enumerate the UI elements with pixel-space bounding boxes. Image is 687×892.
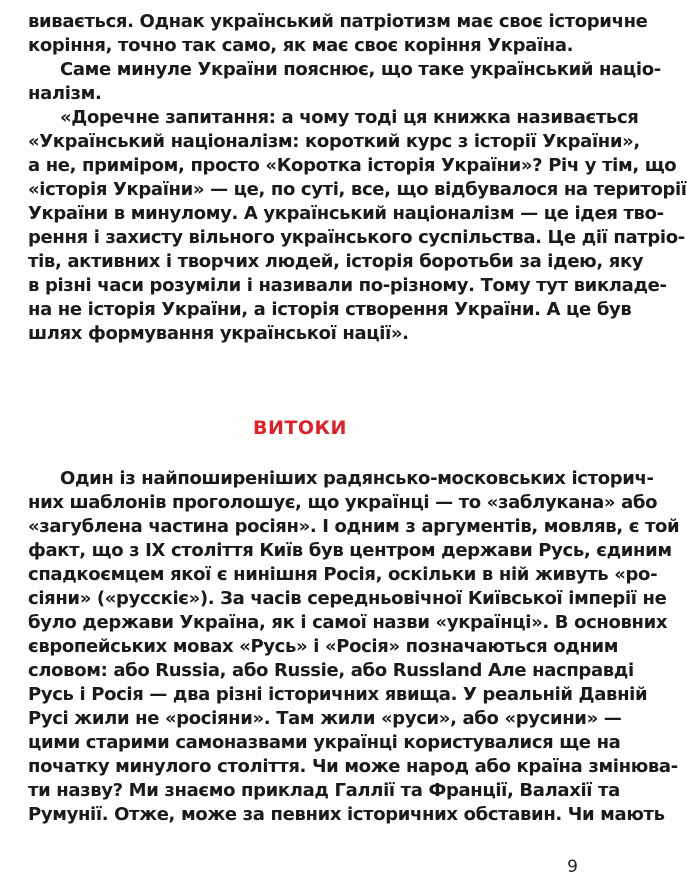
text-line: було держави Україна, як і самої назви «українці». В основних: [28, 612, 668, 633]
text-line: цими старими самоназвами українці користувалися ще на: [28, 732, 621, 753]
text-line: а не, приміром, просто «Коротка історія України»? Річ у тім, що: [28, 155, 677, 176]
text-line: тів, активних і творчих людей, історія боротьби за ідею, яку: [28, 251, 644, 272]
text-line: факт, що з ІХ століття Київ був центром держави Русь, єдиним: [28, 540, 672, 561]
text-line: ти назву? Ми знаємо приклад Галлії та Франції, Валахії та: [28, 780, 620, 801]
text-line: «історія України» — це, по суті, все, що відбувалося на території: [28, 179, 687, 200]
text-line: Румунії. Отже, може за певних історичних обставин. Чи мають: [28, 804, 665, 825]
text-line: в різні часи розуміли і називали по-різному. Тому тут викладе-: [28, 275, 667, 296]
text-line: Русі жили не «росіяни». Там жили «руси», або «русини» —: [28, 708, 622, 729]
text-line: них шаблонів проголошує, що українці — то «заблукана» або: [28, 492, 658, 513]
paragraph: [28, 58, 661, 106]
text-line: «загублена частина росіян». І одним з аргументів, мовляв, є той: [28, 516, 680, 537]
paragraph: [28, 106, 687, 346]
text-line: сіяни» («русскіє»). За часів середньовічної Київської імперії не: [28, 588, 667, 609]
text-line: Саме минуле України пояснює, що таке український націо-: [60, 59, 661, 80]
text-line: рення і захисту вільного українського суспільства. Це дії патріо-: [28, 227, 685, 248]
text-line: шлях формування української нації».: [28, 323, 409, 344]
text-line: «Український націоналізм: короткий курс з історії України»,: [28, 131, 640, 152]
paragraph: [28, 10, 648, 58]
page-number: 9: [567, 857, 578, 877]
text-line: європейських мовах «Русь» і «Росія» позначаються одним: [28, 636, 619, 657]
paragraph: [28, 467, 680, 827]
text-line: Один із найпоширеніших радянсько-московських історич-: [60, 468, 654, 489]
text-line: початку минулого століття. Чи може народ або країна змінюва-: [28, 756, 678, 777]
text-line: «Доречне запитання: а чому тоді ця книжка називається: [60, 107, 639, 128]
text-line: вивається. Однак український патріотизм має своє історичне: [28, 11, 648, 32]
text-line: спадкоємцем якої є нинішня Росія, оскільки в ній живуть «ро-: [28, 564, 658, 585]
text-line: коріння, точно так само, як має своє коріння Україна.: [28, 35, 574, 56]
text-block-top: [28, 10, 687, 346]
text-line: Русь і Росія — два різні історичних явища. У реальній Давній: [28, 684, 648, 705]
text-line: на не історія України, а історія створення України. А це був: [28, 299, 632, 320]
text-block-bottom: [28, 467, 680, 827]
text-line: України в минулому. А український націоналізм — це ідея тво-: [28, 203, 664, 224]
text-line: словом: або Russia, або Russie, або Russland Але насправді: [28, 660, 634, 681]
text-line: налізм.: [28, 83, 102, 104]
section-heading: ВИТОКИ: [253, 417, 347, 439]
